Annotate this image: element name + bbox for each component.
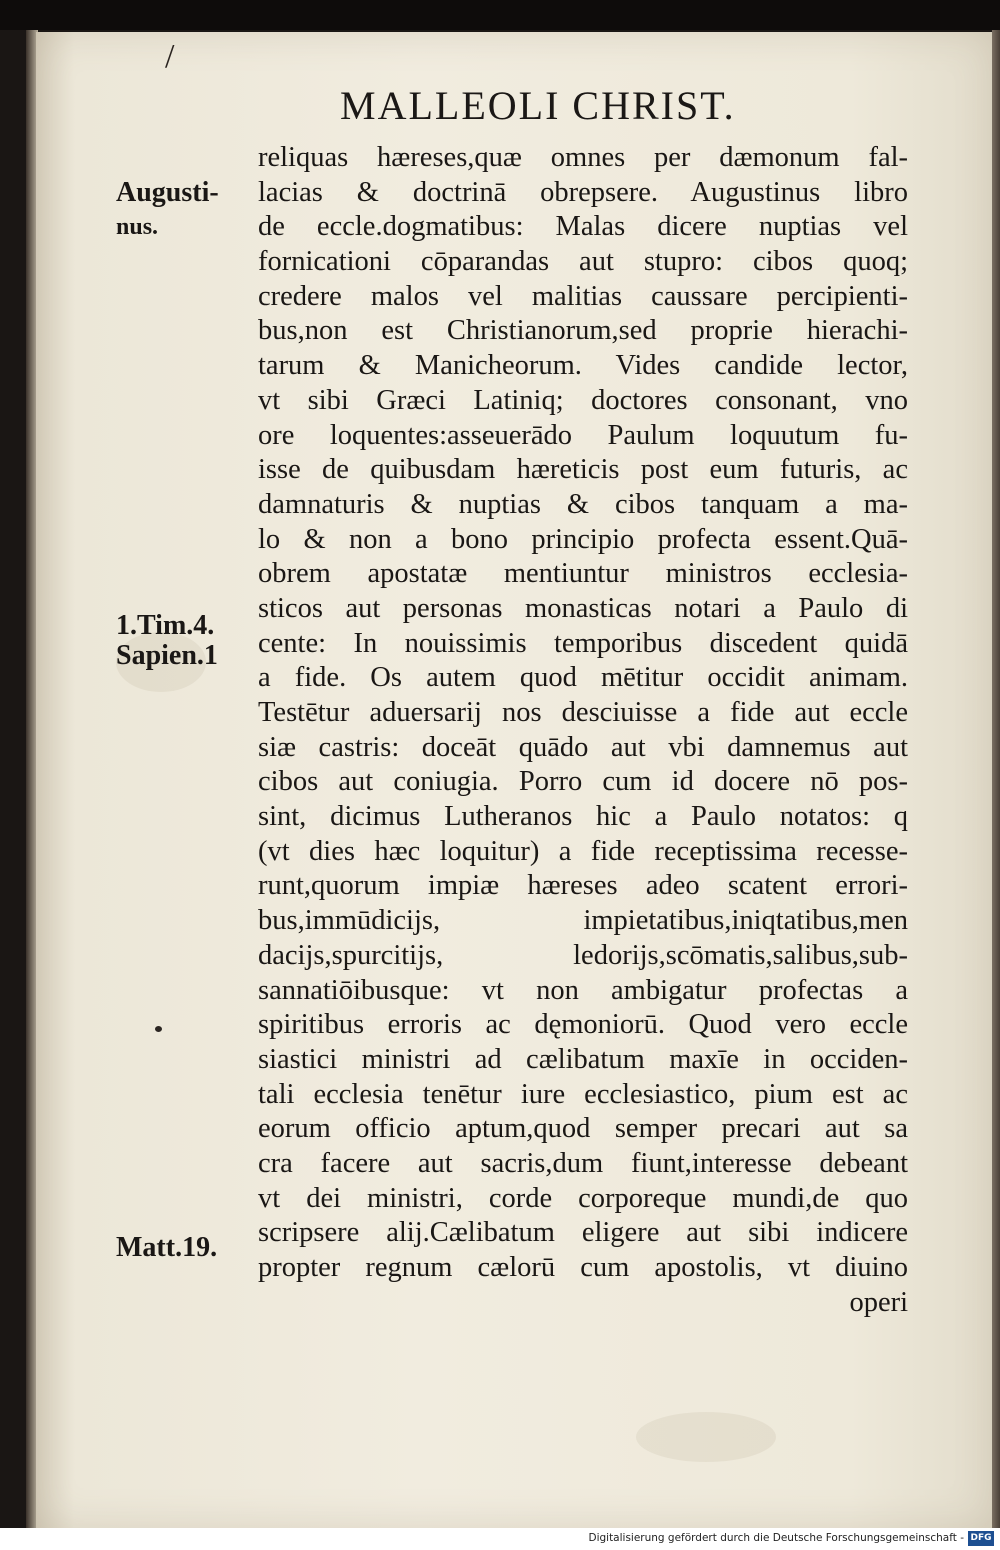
text-line: sint, dicimus Lutheranos hic a Paulo notatos: q: [258, 801, 908, 833]
text-line: siastici ministri ad cælibatum maxīe in occiden-: [258, 1043, 908, 1075]
margin-note-sapientia: Sapien.1: [116, 640, 218, 671]
text-line: propter regnum cælorū cum apostolis, vt diuino: [258, 1252, 908, 1283]
text-line: lacias & doctrinā obrepsere. Augustinus libro: [258, 176, 908, 208]
running-head: MALLEOLI CHRIST.: [340, 83, 736, 128]
text-line: Testētur aduersarij nos desciuisse a fide aut eccle: [258, 697, 908, 728]
text-line: cibos aut coniugia. Porro cum id docere nō pos-: [258, 766, 908, 798]
text-line: dacijs,spurcitijs, ledorijs,scōmatis,salibus,sub-: [258, 939, 908, 971]
text-line: cente: In nouissimis temporibus discedent quidā: [258, 627, 908, 659]
margin-note-augustinus: Augusti-: [116, 177, 219, 208]
text-line: credere malos vel malitias caussare percipienti-: [258, 280, 908, 312]
text-line: sannatiōibusque: vt non ambigatur profectas a: [258, 974, 908, 1006]
paper-stain: [636, 1412, 776, 1462]
scan-background-top: [0, 0, 1000, 30]
catchword: operi: [849, 1286, 908, 1318]
margin-note-augustinus-cont: nus.: [116, 214, 159, 240]
text-line: a fide. Os autem quod mētitur occidit animam.: [258, 662, 908, 694]
text-line: siæ castris: doceāt quādo aut vbi damnemus aut: [258, 731, 908, 763]
text-line: vt sibi Græci Latiniq; doctores consonant, vno: [258, 384, 908, 416]
margin-note-timothy: 1.Tim.4.: [116, 610, 215, 641]
dfg-logo: DFG: [968, 1531, 994, 1546]
text-line: reliquas hæreses,quæ omnes per dæmonum fal-: [258, 142, 908, 173]
margin-dot: [155, 1026, 162, 1032]
page-edge: [992, 30, 1000, 1530]
text-line: damnaturis & nuptias & cibos tanquam a ma-: [258, 488, 908, 520]
body-text: [258, 141, 908, 1320]
text-line: bus,non est Christianorum,sed proprie hierachi-: [258, 315, 908, 347]
text-line: sticos aut personas monasticas notari a Paulo di: [258, 592, 908, 624]
text-line: eorum officio aptum,quod semper precari aut sa: [258, 1113, 908, 1145]
text-line: tarum & Manicheorum. Vides candide lector,: [258, 350, 908, 382]
text-line: spiritibus erroris ac dęmoniorū. Quod vero eccle: [258, 1009, 908, 1041]
text-line: scripsere alij.Cælibatum eligere aut sibi indicere: [258, 1217, 908, 1249]
text-line: de eccle.dogmatibus: Malas dicere nuptias vel: [258, 211, 908, 243]
text-line: bus,immūdicijs, impietatibus,iniqtatibus,men: [258, 905, 908, 937]
footer-bar: [0, 1528, 1000, 1550]
text-line: tali ecclesia tenētur iure ecclesiastico, pium est ac: [258, 1078, 908, 1110]
text-line: cra facere aut sacris,dum fiunt,interesse debeant: [258, 1147, 908, 1179]
text-line: runt,quorum impiæ hæreses adeo scatent errori-: [258, 870, 908, 902]
text-line: fornicationi cōparandas aut stupro: cibos quoq;: [258, 246, 908, 278]
text-line: lo & non a bono principio profecta essent.Quā-: [258, 523, 908, 555]
margin-note-matthew: Matt.19.: [116, 1232, 218, 1263]
corner-mark: /: [165, 38, 175, 75]
text-line: ore loquentes:asseuerādo Paulum loquutum fu-: [258, 419, 908, 451]
text-line: isse de quibusdam hæreticis post eum futuris, ac: [258, 454, 908, 486]
text-line: obrem apostatæ mentiuntur ministros ecclesia-: [258, 558, 908, 590]
text-line: (vt dies hæc loquitur) a fide receptissima recesse-: [258, 835, 908, 867]
funding-credit: Digitalisierung gefördert durch die Deutsche Forschungsgemeinschaft -: [588, 1532, 964, 1544]
text-line: vt dei ministri, corde corporeque mundi,de quo: [258, 1182, 908, 1214]
